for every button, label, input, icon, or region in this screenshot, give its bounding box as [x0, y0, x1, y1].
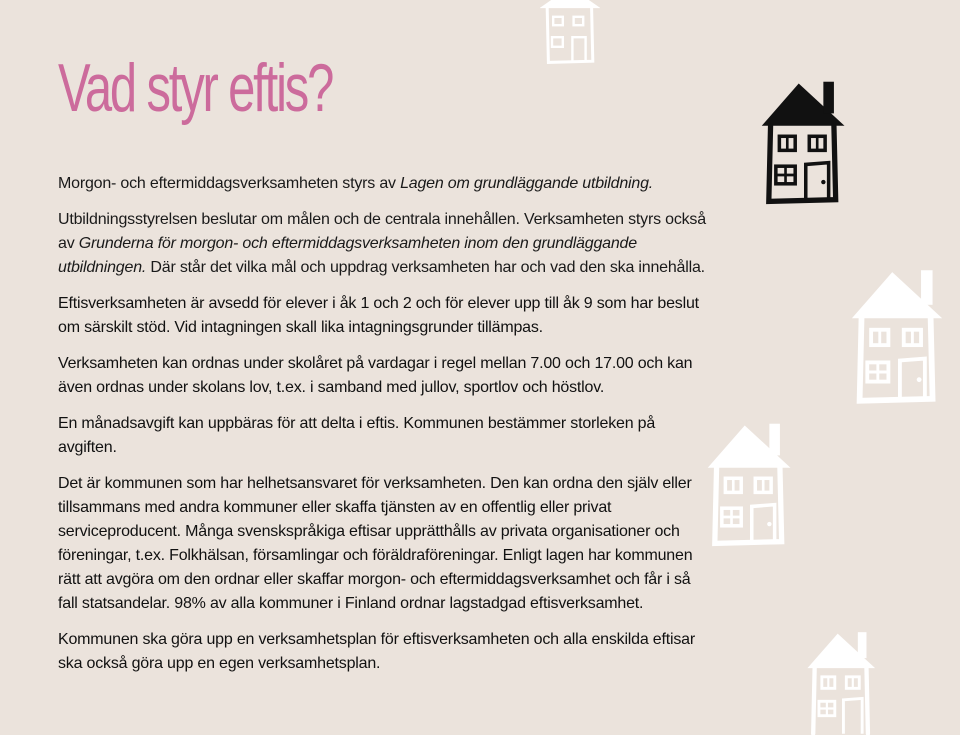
paragraph-1-text: Morgon- och eftermiddagsverksamheten styrs av: [58, 175, 401, 192]
body-text: [58, 172, 708, 688]
paragraph-3: Eftisverksamheten är avsedd för elever i åk 1 och 2 och för elever upp till åk 9 som har beslut om särskilt stöd. Vid intagningen skall lika intagningsgrunder tillämpas.: [58, 295, 699, 336]
paragraph-2-text: Utbildningsstyrelsen beslutar om målen och de centrala innehållen. Verksamheten styrs också av: [58, 211, 706, 252]
paragraph-5: En månadsavgift kan uppbäras för att delta i eftis. Kommunen bestämmer storleken på avgiften.: [58, 415, 656, 456]
paragraph-7: Kommunen ska göra upp en verksamhetsplan för eftisverksamheten och alla enskilda eftisar ska också göra upp en egen verksamhetsplan.: [58, 631, 695, 672]
house-icon: [540, 0, 600, 66]
page-title: Vad styr eftis?: [58, 50, 333, 126]
paragraph-2-text-end: Där står det vilka mål och uppdrag verksamheten har och vad den ska innehålla.: [146, 259, 705, 276]
house-icon: [706, 420, 794, 548]
house-icon: [806, 628, 878, 735]
paragraph-1: [58, 172, 708, 196]
paragraph-6: Det är kommunen som har helhetsansvaret för verksamheten. Den kan ordna den själv eller tillsammans med andra kommuner eller skaffa tjänsten av en offentlig eller privat serviceproducent. Många svenskspråkiga eftisar upprätthålls av privata organisationer och föreningar, t.ex. Folkhälsan, församlingar och föräldraföreningar. Enligt lagen har kommunen rätt att avgöra om den ordnar eller skaffar morgon- och eftermiddagsverksamhet och får i så fall statsandelar. 98% av alla kommuner i Finland ordnar lagstadgad eftisverksamhet.: [58, 475, 693, 612]
house-icon: [760, 78, 848, 206]
law-reference: Lagen om grundläggande utbildning.: [400, 175, 654, 192]
paragraph-4: Verksamheten kan ordnas under skolåret på vardagar i regel mellan 7.00 och 17.00 och kan även ordnas under skolans lov, t.ex. i samband med jullov, sportlov och höstlov.: [58, 355, 693, 396]
house-icon: [850, 266, 946, 406]
paragraph-2: [58, 208, 708, 280]
curriculum-reference: Grunderna för morgon- och eftermiddagsverksamheten inom den grundläggande utbildningen.: [58, 235, 637, 276]
